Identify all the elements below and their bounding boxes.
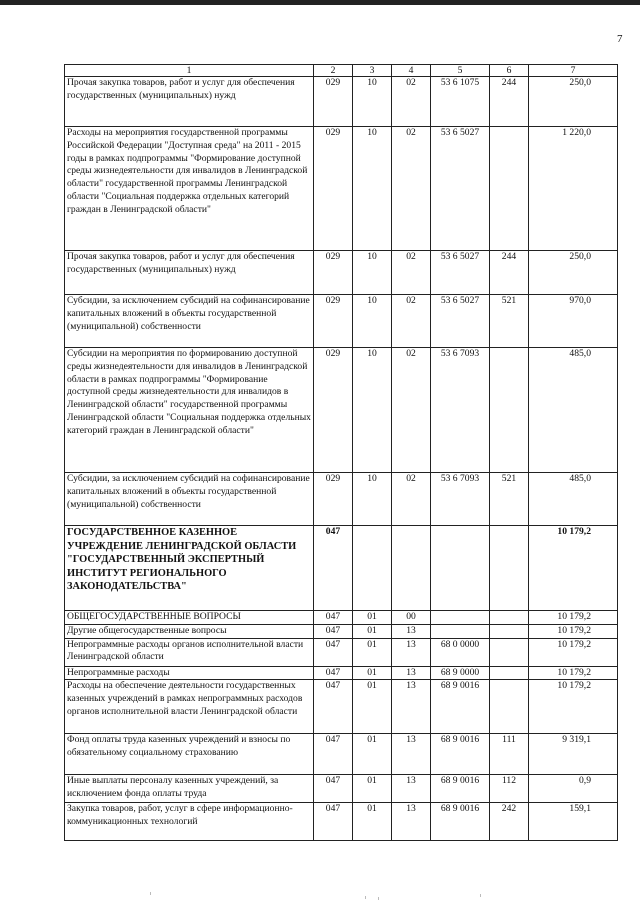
row-expense-type — [490, 127, 529, 251]
row-target-article: 68 9 0016 — [431, 803, 490, 841]
table-row — [65, 127, 618, 251]
row-admin-code: 047 — [314, 624, 353, 638]
row-subsection: 02 — [392, 77, 431, 127]
row-expense-type: 244 — [490, 251, 529, 295]
row-target-article: 68 9 0016 — [431, 775, 490, 803]
row-expense-type: 244 — [490, 77, 529, 127]
table-row — [65, 295, 618, 348]
row-admin-code: 047 — [314, 734, 353, 775]
row-amount: 485,0 — [529, 348, 618, 473]
scan-mark — [480, 894, 481, 897]
page-number: 7 — [617, 33, 623, 45]
row-amount: 250,0 — [529, 77, 618, 127]
row-subsection: 13 — [392, 624, 431, 638]
row-section: 10 — [353, 127, 392, 251]
row-admin-code: 047 — [314, 526, 353, 611]
row-target-article: 53 6 7093 — [431, 348, 490, 473]
table-row — [65, 348, 618, 473]
scan-artifacts — [0, 880, 640, 905]
row-amount: 10 179,2 — [529, 624, 618, 638]
header-cell: 3 — [353, 65, 392, 77]
row-name: Закупка товаров, работ, услуг в сфере информационно-коммуникационных технологий — [65, 803, 314, 841]
row-expense-type — [490, 680, 529, 734]
row-admin-code: 047 — [314, 638, 353, 666]
row-subsection: 13 — [392, 775, 431, 803]
budget-table — [64, 64, 618, 841]
row-target-article: 68 9 0016 — [431, 734, 490, 775]
header-cell: 6 — [490, 65, 529, 77]
row-section: 10 — [353, 77, 392, 127]
row-subsection: 13 — [392, 638, 431, 666]
row-section: 10 — [353, 473, 392, 526]
row-name: Другие общегосударственные вопросы — [65, 624, 314, 638]
row-subsection: 00 — [392, 611, 431, 625]
header-cell: 2 — [314, 65, 353, 77]
row-section: 01 — [353, 734, 392, 775]
row-target-article — [431, 624, 490, 638]
row-target-article: 68 9 0016 — [431, 680, 490, 734]
header-cell: 5 — [431, 65, 490, 77]
row-amount: 10 179,2 — [529, 526, 618, 611]
row-section: 01 — [353, 803, 392, 841]
row-name: Фонд оплаты труда казенных учреждений и взносы по обязательному социальному страхованию — [65, 734, 314, 775]
header-row — [65, 65, 618, 77]
row-target-article — [431, 611, 490, 625]
row-amount: 970,0 — [529, 295, 618, 348]
table-row — [65, 526, 618, 611]
table-row — [65, 638, 618, 666]
row-expense-type — [490, 666, 529, 680]
row-expense-type: 111 — [490, 734, 529, 775]
row-name: Субсидии на мероприятия по формированию доступной среды жизнедеятельности для инвалидов в Ленинградской области в рамках подпрограммы "Формирование доступной среды жизнедеятельности для инвалидов в Ленинградской области" государственной программы Ленинградской области "Социальная поддержка отдельных категорий граждан в Ленинградской области" — [65, 348, 314, 473]
row-expense-type: 521 — [490, 295, 529, 348]
row-name: Расходы на обеспечение деятельности государственных казенных учреждений в рамках непрограммных расходов органов исполнительной власти Ленинградской области — [65, 680, 314, 734]
scan-mark — [378, 897, 379, 900]
row-name: Расходы на мероприятия государственной программы Российской Федерации "Доступная среда" на 2011 - 2015 годы в рамках подпрограммы "Формирование доступной среды жизнедеятельности для инвалидов в Ленинградской области" государственной программы Ленинградской области "Социальная поддержка отдельных категорий граждан в Ленинградской области" — [65, 127, 314, 251]
row-name: ОБЩЕГОСУДАРСТВЕННЫЕ ВОПРОСЫ — [65, 611, 314, 625]
row-admin-code: 029 — [314, 77, 353, 127]
row-subsection: 02 — [392, 127, 431, 251]
row-target-article: 53 6 5027 — [431, 295, 490, 348]
row-name: Субсидии, за исключением субсидий на софинансирование капитальных вложений в объекты государственной (муниципальной) собственности — [65, 473, 314, 526]
row-admin-code: 029 — [314, 295, 353, 348]
row-subsection: 02 — [392, 295, 431, 348]
row-name: Непрограммные расходы органов исполнительной власти Ленинградской области — [65, 638, 314, 666]
table-row — [65, 473, 618, 526]
row-subsection: 13 — [392, 734, 431, 775]
row-expense-type — [490, 611, 529, 625]
row-section: 01 — [353, 624, 392, 638]
row-admin-code: 029 — [314, 348, 353, 473]
row-section: 01 — [353, 680, 392, 734]
row-admin-code: 029 — [314, 251, 353, 295]
row-target-article: 53 6 1075 — [431, 77, 490, 127]
scan-mark — [365, 896, 366, 899]
row-subsection: 13 — [392, 680, 431, 734]
row-admin-code: 047 — [314, 775, 353, 803]
row-amount: 159,1 — [529, 803, 618, 841]
row-target-article — [431, 526, 490, 611]
row-subsection: 13 — [392, 803, 431, 841]
header-cell: 4 — [392, 65, 431, 77]
header-cell: 1 — [65, 65, 314, 77]
table-row — [65, 251, 618, 295]
row-admin-code: 047 — [314, 666, 353, 680]
row-admin-code: 029 — [314, 127, 353, 251]
table-row — [65, 666, 618, 680]
row-amount: 10 179,2 — [529, 611, 618, 625]
table-row — [65, 611, 618, 625]
row-amount: 485,0 — [529, 473, 618, 526]
row-amount: 10 179,2 — [529, 638, 618, 666]
row-name: Прочая закупка товаров, работ и услуг для обеспечения государственных (муниципальных) нужд — [65, 251, 314, 295]
table-row — [65, 803, 618, 841]
row-target-article: 68 9 0000 — [431, 666, 490, 680]
row-expense-type: 521 — [490, 473, 529, 526]
row-name: ГОСУДАРСТВЕННОЕ КАЗЕННОЕ УЧРЕЖДЕНИЕ ЛЕНИНГРАДСКОЙ ОБЛАСТИ "ГОСУДАРСТВЕННЫЙ ЭКСПЕРТНЫЙ ИНСТИТУТ РЕГИОНАЛЬНОГО ЗАКОНОДАТЕЛЬСТВА" — [65, 526, 314, 611]
table-row — [65, 680, 618, 734]
header-cell: 7 — [529, 65, 618, 77]
row-amount: 250,0 — [529, 251, 618, 295]
row-subsection: 02 — [392, 251, 431, 295]
row-name: Прочая закупка товаров, работ и услуг для обеспечения государственных (муниципальных) нужд — [65, 77, 314, 127]
row-expense-type: 242 — [490, 803, 529, 841]
row-name: Непрограммные расходы — [65, 666, 314, 680]
row-admin-code: 029 — [314, 473, 353, 526]
row-section: 01 — [353, 666, 392, 680]
row-target-article: 53 6 5027 — [431, 127, 490, 251]
row-target-article: 53 6 7093 — [431, 473, 490, 526]
row-expense-type: 112 — [490, 775, 529, 803]
row-admin-code: 047 — [314, 803, 353, 841]
row-amount: 10 179,2 — [529, 666, 618, 680]
row-section: 01 — [353, 775, 392, 803]
row-amount: 1 220,0 — [529, 127, 618, 251]
row-amount: 10 179,2 — [529, 680, 618, 734]
table-row — [65, 775, 618, 803]
row-subsection — [392, 526, 431, 611]
table-row — [65, 624, 618, 638]
row-subsection: 02 — [392, 473, 431, 526]
row-section: 01 — [353, 611, 392, 625]
row-section: 10 — [353, 295, 392, 348]
row-target-article: 68 0 0000 — [431, 638, 490, 666]
row-amount: 0,9 — [529, 775, 618, 803]
row-name: Субсидии, за исключением субсидий на софинансирование капитальных вложений в объекты государственной (муниципальной) собственности — [65, 295, 314, 348]
row-section: 10 — [353, 251, 392, 295]
row-target-article: 53 6 5027 — [431, 251, 490, 295]
row-section: 10 — [353, 348, 392, 473]
row-subsection: 02 — [392, 348, 431, 473]
row-expense-type — [490, 638, 529, 666]
scan-mark — [150, 892, 151, 895]
row-subsection: 13 — [392, 666, 431, 680]
row-expense-type — [490, 526, 529, 611]
row-expense-type — [490, 624, 529, 638]
table-row — [65, 734, 618, 775]
row-section — [353, 526, 392, 611]
table-row — [65, 77, 618, 127]
row-amount: 9 319,1 — [529, 734, 618, 775]
row-admin-code: 047 — [314, 611, 353, 625]
row-admin-code: 047 — [314, 680, 353, 734]
row-expense-type — [490, 348, 529, 473]
row-section: 01 — [353, 638, 392, 666]
top-border-bar — [0, 0, 640, 5]
row-name: Иные выплаты персоналу казенных учреждений, за исключением фонда оплаты труда — [65, 775, 314, 803]
